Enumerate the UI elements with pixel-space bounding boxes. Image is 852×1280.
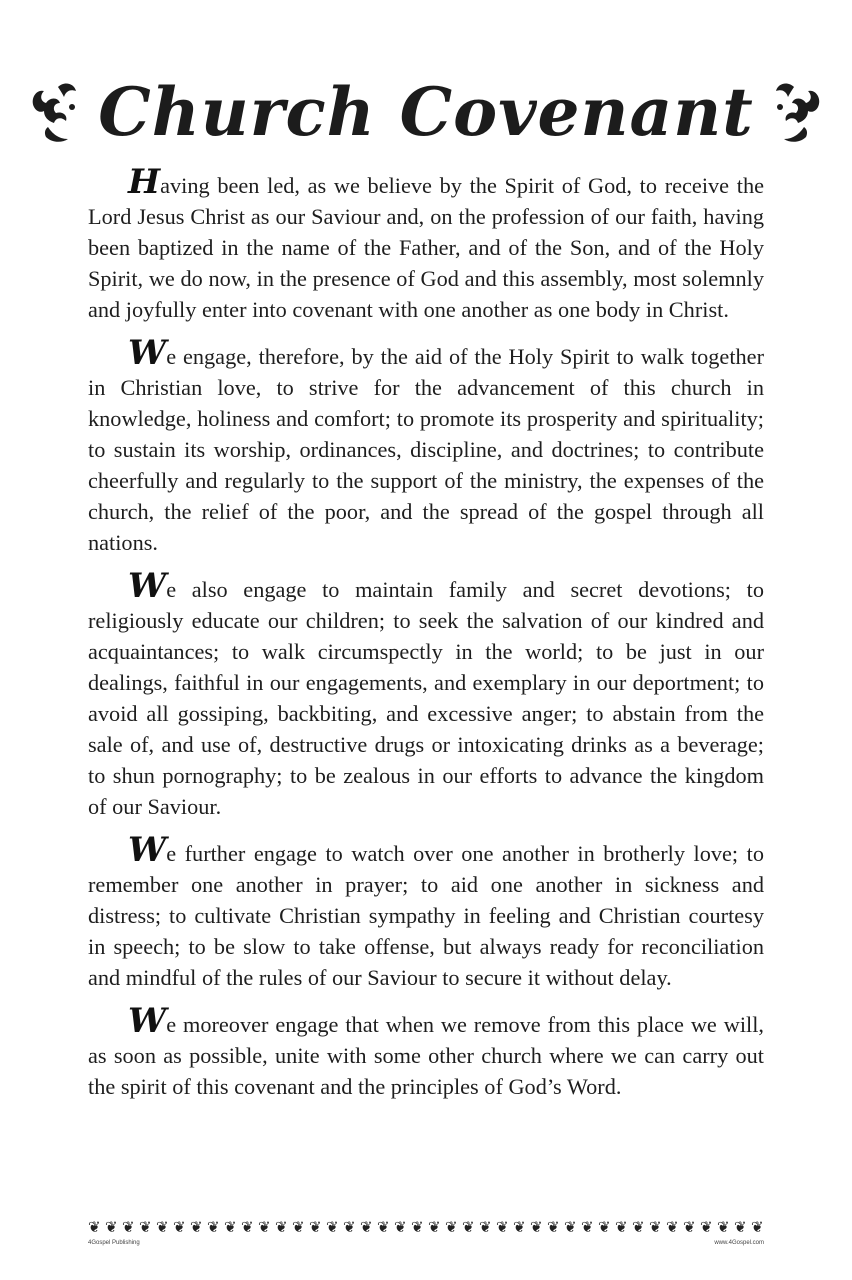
- border-ornament-icon: ❦: [156, 1219, 169, 1236]
- covenant-paragraph-1: [88, 162, 764, 325]
- fleuron-right-icon: [772, 77, 824, 147]
- border-ornament-icon: ❦: [683, 1219, 696, 1236]
- border-ornament-icon: ❦: [445, 1219, 458, 1236]
- border-ornament-icon: ❦: [105, 1219, 118, 1236]
- border-ornament-icon: ❦: [343, 1219, 356, 1236]
- drop-initial: W: [128, 830, 167, 870]
- border-ornament-icon: ❦: [479, 1219, 492, 1236]
- border-ornament-icon: ❦: [394, 1219, 407, 1236]
- drop-initial: H: [128, 162, 161, 202]
- border-ornament-icon: ❦: [258, 1219, 271, 1236]
- border-ornament-icon: ❦: [326, 1219, 339, 1236]
- ornamental-border: [88, 1218, 764, 1238]
- fleuron-left-icon: [28, 77, 80, 147]
- border-ornament-icon: ❦: [598, 1219, 611, 1236]
- border-ornament-icon: ❦: [173, 1219, 186, 1236]
- border-ornament-icon: ❦: [428, 1219, 441, 1236]
- covenant-paragraph-4: [88, 830, 764, 993]
- drop-initial: W: [128, 333, 167, 373]
- border-ornament-icon: ❦: [530, 1219, 543, 1236]
- drop-initial: W: [128, 1001, 167, 1041]
- border-ornament-icon: ❦: [581, 1219, 594, 1236]
- border-ornament-icon: ❦: [462, 1219, 475, 1236]
- drop-initial: W: [128, 566, 167, 606]
- border-ornament-icon: ❦: [649, 1219, 662, 1236]
- border-ornament-icon: ❦: [309, 1219, 322, 1236]
- border-ornament-icon: ❦: [751, 1219, 764, 1236]
- publisher-url: www.4Gospel.com: [714, 1240, 764, 1246]
- border-ornament-icon: ❦: [700, 1219, 713, 1236]
- covenant-paragraph-2: [88, 333, 764, 558]
- border-ornament-icon: ❦: [513, 1219, 526, 1236]
- covenant-paragraph-3: [88, 566, 764, 822]
- publisher-credit: 4Gospel Publishing: [88, 1240, 140, 1246]
- border-ornament-icon: ❦: [377, 1219, 390, 1236]
- border-ornament-icon: ❦: [207, 1219, 220, 1236]
- page-title: Church Covenant: [98, 73, 754, 151]
- paragraph-text: e engage, therefore, by the aid of the Holy Spirit to walk together in Christian love, to strive for the advancement of this church in knowledge, holiness and comfort; to promote its prosperity and spirituality; to sustain its worship, ordinances, discipline, and doctrines; to contribute cheerfully and regularly to the support of the ministry, the expenses of the church, the relief of the poor, and the spread of the gospel through all nations.: [88, 344, 764, 555]
- paragraph-text: e moreover engage that when we remove from this place we will, as soon as possible, unite with some other church where we can carry out the spirit of this covenant and the principles of God’s Word.: [88, 1012, 764, 1099]
- border-ornament-icon: ❦: [275, 1219, 288, 1236]
- covenant-body: [88, 162, 764, 1118]
- border-ornament-icon: ❦: [615, 1219, 628, 1236]
- border-ornament-icon: ❦: [632, 1219, 645, 1236]
- border-ornament-icon: ❦: [734, 1219, 747, 1236]
- border-ornament-icon: ❦: [360, 1219, 373, 1236]
- border-ornament-icon: ❦: [496, 1219, 509, 1236]
- border-ornament-icon: ❦: [292, 1219, 305, 1236]
- border-ornament-icon: ❦: [190, 1219, 203, 1236]
- border-ornament-icon: ❦: [411, 1219, 424, 1236]
- border-ornament-icon: ❦: [88, 1219, 101, 1236]
- paragraph-text: e further engage to watch over one another in brotherly love; to remember one another in prayer; to aid one another in sickness and distress; to cultivate Christian sympathy in feeling and Christian courtesy in speech; to be slow to take offense, but always ready for reconciliation and mindful of the rules of our Saviour to secure it without delay.: [88, 841, 764, 990]
- border-ornament-icon: ❦: [139, 1219, 152, 1236]
- border-ornament-icon: ❦: [717, 1219, 730, 1236]
- paragraph-text: aving been led, as we believe by the Spirit of God, to receive the Lord Jesus Christ as our Saviour and, on the profession of our faith, having been baptized in the name of the Father, and of the Son, and of the Holy Spirit, we do now, in the presence of God and this assembly, most solemnly and joyfully enter into covenant with one another as one body in Christ.: [88, 173, 764, 322]
- border-ornament-icon: ❦: [241, 1219, 254, 1236]
- paragraph-text: e also engage to maintain family and secret devotions; to religiously educate our children; to seek the salvation of our kindred and acquaintances; to walk circumspectly in the world; to be just in our dealings, faithful in our engagements, and exemplary in our deportment; to avoid all gossiping, backbiting, and excessive anger; to abstain from the sale of, and use of, destructive drugs or intoxicating drinks as a beverage; to shun pornography; to be zealous in our efforts to advance the kingdom of our Saviour.: [88, 577, 764, 819]
- covenant-paragraph-5: [88, 1001, 764, 1102]
- border-ornament-icon: ❦: [666, 1219, 679, 1236]
- border-ornament-icon: ❦: [564, 1219, 577, 1236]
- title-row: [0, 62, 852, 162]
- border-ornament-icon: ❦: [122, 1219, 135, 1236]
- border-ornament-icon: ❦: [224, 1219, 237, 1236]
- border-ornament-icon: ❦: [547, 1219, 560, 1236]
